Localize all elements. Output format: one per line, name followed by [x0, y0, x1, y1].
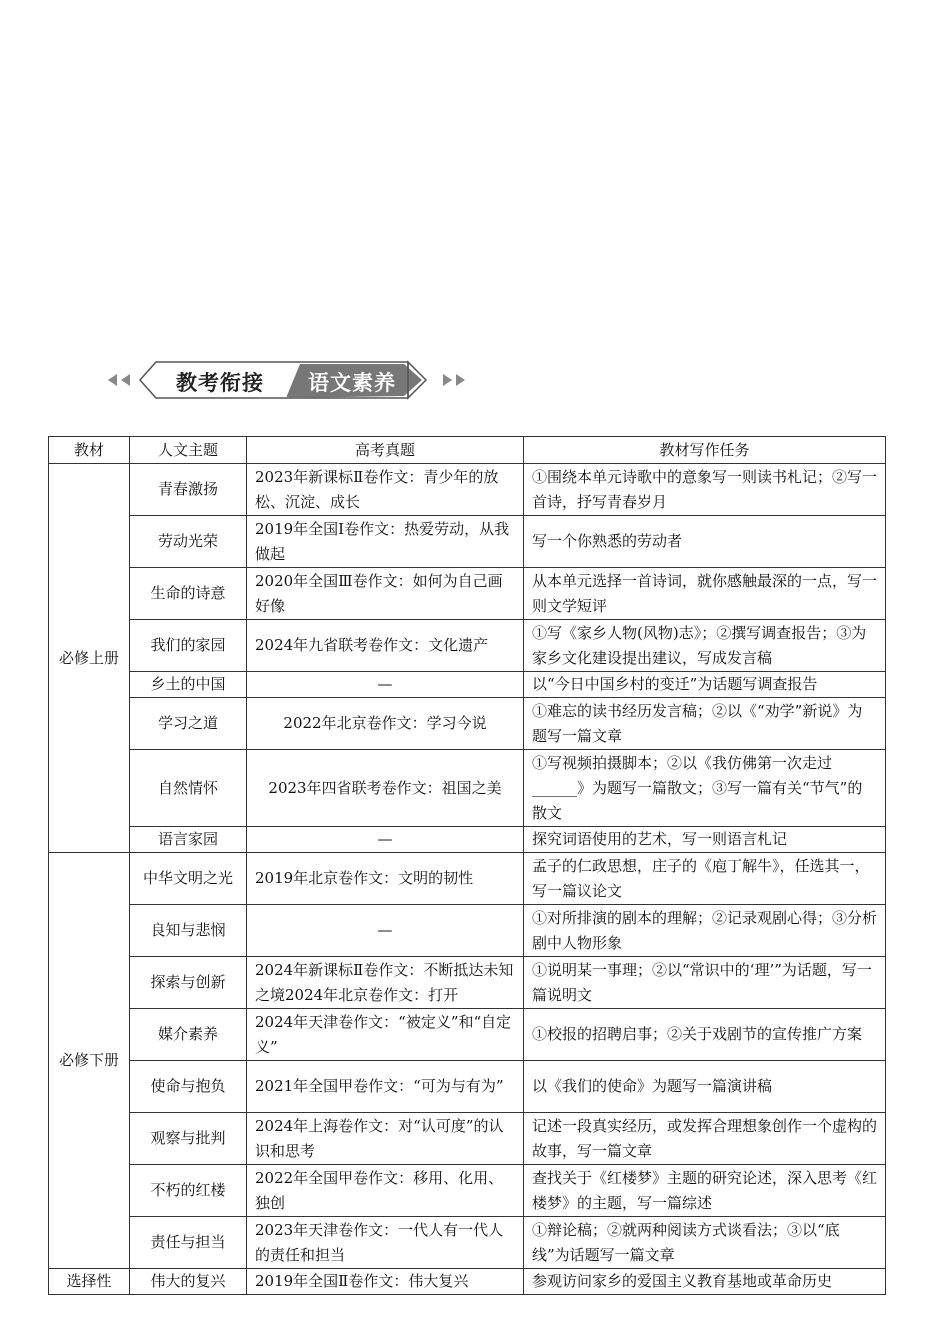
table-row	[49, 568, 886, 620]
table-row	[49, 750, 886, 827]
group-label: 必修上册	[49, 464, 130, 853]
table-row	[49, 827, 886, 853]
task-cell: ①辩论稿；②就两种阅读方式谈看法；③以“底线”为话题写一篇文章	[524, 1217, 886, 1269]
theme-cell: 良知与悲悯	[130, 905, 247, 957]
header-exam: 高考真题	[247, 437, 524, 464]
table-header-row	[49, 437, 886, 464]
task-cell: 参观访问家乡的爱国主义教育基地或革命历史	[524, 1269, 886, 1295]
theme-cell: 自然情怀	[130, 750, 247, 827]
table-row	[49, 1217, 886, 1269]
section-banner	[108, 360, 478, 400]
task-cell: ①难忘的读书经历发言稿；②以《“劝学”新说》为题写一篇文章	[524, 698, 886, 750]
header-theme: 人文主题	[130, 437, 247, 464]
exam-cell: —	[247, 905, 524, 957]
theme-cell: 使命与抱负	[130, 1061, 247, 1113]
theme-cell: 中华文明之光	[130, 853, 247, 905]
group-label: 必修下册	[49, 853, 130, 1269]
theme-cell: 乡土的中国	[130, 672, 247, 698]
table-row	[49, 1009, 886, 1061]
table-row	[49, 1113, 886, 1165]
table-row	[49, 698, 886, 750]
table-row	[49, 672, 886, 698]
task-cell: ①对所排演的剧本的理解；②记录观剧心得；③分析剧中人物形象	[524, 905, 886, 957]
task-cell: ①校报的招聘启事；②关于戏剧节的宣传推广方案	[524, 1009, 886, 1061]
banner-left-text: 教考衔接	[176, 371, 264, 395]
right-arrow-icon-2	[456, 374, 465, 386]
exam-cell: 2020年全国Ⅲ卷作文：如何为自己画好像	[247, 568, 524, 620]
task-cell: ①写视频拍摄脚本；②以《我仿佛第一次走过______》为题写一篇散文；③写一篇有关“节气”的散文	[524, 750, 886, 827]
exam-cell: 2023年新课标Ⅱ卷作文：青少年的放松、沉淀、成长	[247, 464, 524, 516]
task-cell: 写一个你熟悉的劳动者	[524, 516, 886, 568]
theme-cell: 语言家园	[130, 827, 247, 853]
theme-cell: 探索与创新	[130, 957, 247, 1009]
task-cell: 孟子的仁政思想，庄子的《庖丁解牛》，任选其一，写一篇议论文	[524, 853, 886, 905]
theme-cell: 不朽的红楼	[130, 1165, 247, 1217]
task-cell: 查找关于《红楼梦》主题的研究论述，深入思考《红楼梦》的主题，写一篇综述	[524, 1165, 886, 1217]
exam-cell: 2024年天津卷作文：“被定义”和“自定义”	[247, 1009, 524, 1061]
left-arrow-icon	[108, 374, 117, 386]
teaching-exam-table	[48, 436, 886, 1295]
exam-cell: 2022年全国甲卷作文：移用、化用、独创	[247, 1165, 524, 1217]
header-textbook: 教材	[49, 437, 130, 464]
left-arrow-icon-2	[121, 374, 130, 386]
exam-cell: 2019年北京卷作文：文明的韧性	[247, 853, 524, 905]
exam-cell: 2024年新课标Ⅱ卷作文：不断抵达未知之境2024年北京卷作文：打开	[247, 957, 524, 1009]
task-cell: ①说明某一事理；②以“常识中的‘理’”为话题，写一篇说明文	[524, 957, 886, 1009]
task-cell: 探究词语使用的艺术，写一则语言札记	[524, 827, 886, 853]
theme-cell: 劳动光荣	[130, 516, 247, 568]
exam-cell: 2019年全国Ⅰ卷作文：热爱劳动，从我做起	[247, 516, 524, 568]
banner-right-text: 语文素养	[308, 371, 396, 395]
theme-cell: 观察与批判	[130, 1113, 247, 1165]
exam-cell: —	[247, 672, 524, 698]
table-row	[49, 1061, 886, 1113]
theme-cell: 生命的诗意	[130, 568, 247, 620]
theme-cell: 学习之道	[130, 698, 247, 750]
table-row	[49, 853, 886, 905]
exam-cell: 2023年天津卷作文：一代人有一代人的责任和担当	[247, 1217, 524, 1269]
exam-cell: 2023年四省联考卷作文：祖国之美	[247, 750, 524, 827]
task-cell: 以《我们的使命》为题写一篇演讲稿	[524, 1061, 886, 1113]
right-arrow-icon	[443, 374, 452, 386]
exam-cell: 2021年全国甲卷作文：“可为与有为”	[247, 1061, 524, 1113]
table-row	[49, 464, 886, 516]
table-row	[49, 1269, 886, 1295]
task-cell: ①写《家乡人物(风物)志》；②撰写调查报告；③为家乡文化建设提出建议，写成发言稿	[524, 620, 886, 672]
table-row	[49, 905, 886, 957]
task-cell: 记述一段真实经历，或发挥合理想象创作一个虚构的故事，写一篇文章	[524, 1113, 886, 1165]
banner-frame	[108, 360, 478, 400]
exam-cell: 2022年北京卷作文：学习今说	[247, 698, 524, 750]
exam-cell: 2019年全国Ⅱ卷作文：伟大复兴	[247, 1269, 524, 1295]
task-cell: 以“今日中国乡村的变迁”为话题写调查报告	[524, 672, 886, 698]
exam-cell: —	[247, 827, 524, 853]
theme-cell: 我们的家园	[130, 620, 247, 672]
task-cell: 从本单元选择一首诗词，就你感触最深的一点，写一则文学短评	[524, 568, 886, 620]
group-label: 选择性	[49, 1269, 130, 1295]
task-cell: ①围绕本单元诗歌中的意象写一则读书札记；②写一首诗，抒写青春岁月	[524, 464, 886, 516]
table-row	[49, 1165, 886, 1217]
theme-cell: 伟大的复兴	[130, 1269, 247, 1295]
table-row	[49, 516, 886, 568]
theme-cell: 青春激扬	[130, 464, 247, 516]
theme-cell: 责任与担当	[130, 1217, 247, 1269]
table-row	[49, 620, 886, 672]
exam-cell: 2024年九省联考卷作文：文化遗产	[247, 620, 524, 672]
header-task: 教材写作任务	[524, 437, 886, 464]
table-row	[49, 957, 886, 1009]
theme-cell: 媒介素养	[130, 1009, 247, 1061]
exam-cell: 2024年上海卷作文：对“认可度”的认识和思考	[247, 1113, 524, 1165]
